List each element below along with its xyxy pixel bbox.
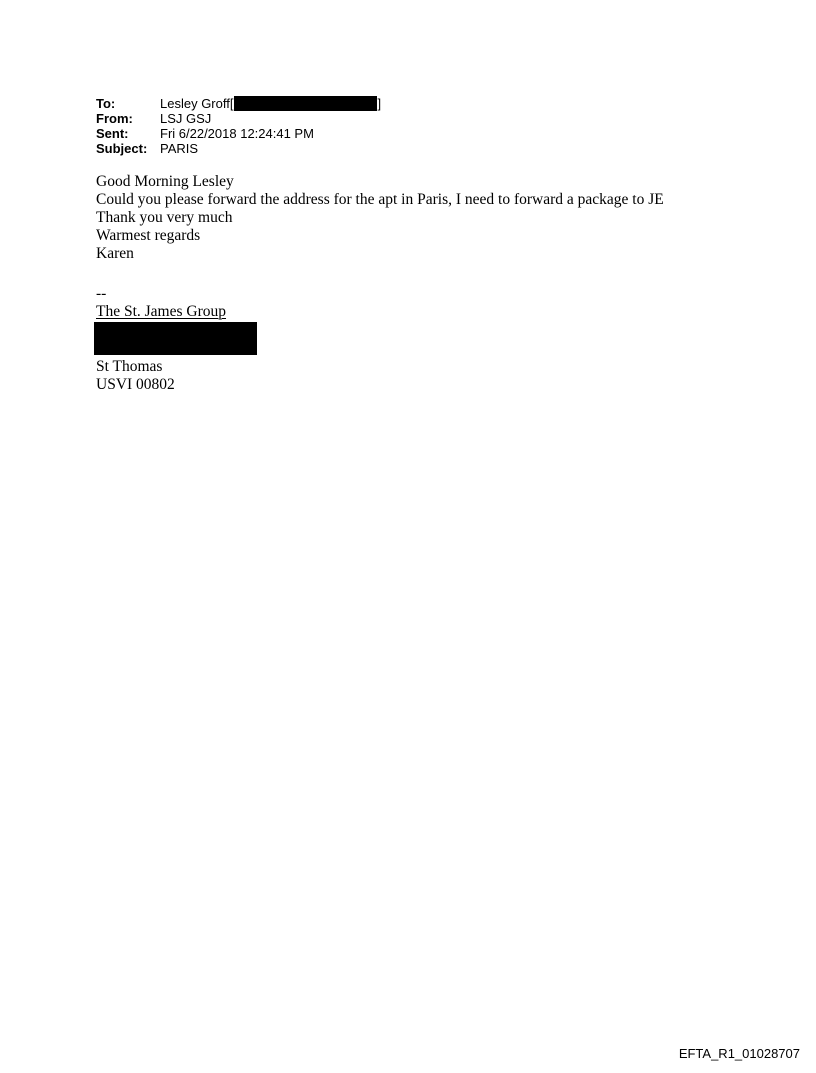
to-row [96,96,381,111]
to-redaction-block [234,96,377,111]
signature-redaction-block [94,322,257,355]
to-bracket-close: ] [377,96,382,111]
signature-group-name: The St. James Group [96,303,227,320]
email-header [96,96,381,156]
to-label: To: [96,96,116,111]
from-label: From: [96,111,133,126]
subject-value: PARIS [160,141,199,156]
from-row [96,111,381,126]
sent-row [96,126,381,141]
body-line-request: Could you please forward the address for the apt in Paris, I need to forward a package to JE [96,191,664,208]
document-id: EFTA_R1_01028707 [678,1046,800,1061]
body-line-thanks: Thank you very much [96,209,233,226]
from-value: LSJ GSJ [160,111,212,126]
sent-value: Fri 6/22/2018 12:24:41 PM [160,126,314,141]
signature-city: St Thomas [96,358,163,375]
email-signature [96,285,257,394]
signature-separator: -- [96,285,107,302]
body-line-sender-name: Karen [96,245,134,262]
to-value [160,96,381,111]
body-line-closing: Warmest regards [96,227,201,244]
email-body [96,173,664,263]
subject-label: Subject: [96,141,148,156]
to-recipient: Lesley Groff[ [160,96,234,111]
subject-row [96,141,381,156]
body-line-greeting: Good Morning Lesley [96,173,234,190]
signature-postal: USVI 00802 [96,376,175,393]
sent-label: Sent: [96,126,129,141]
